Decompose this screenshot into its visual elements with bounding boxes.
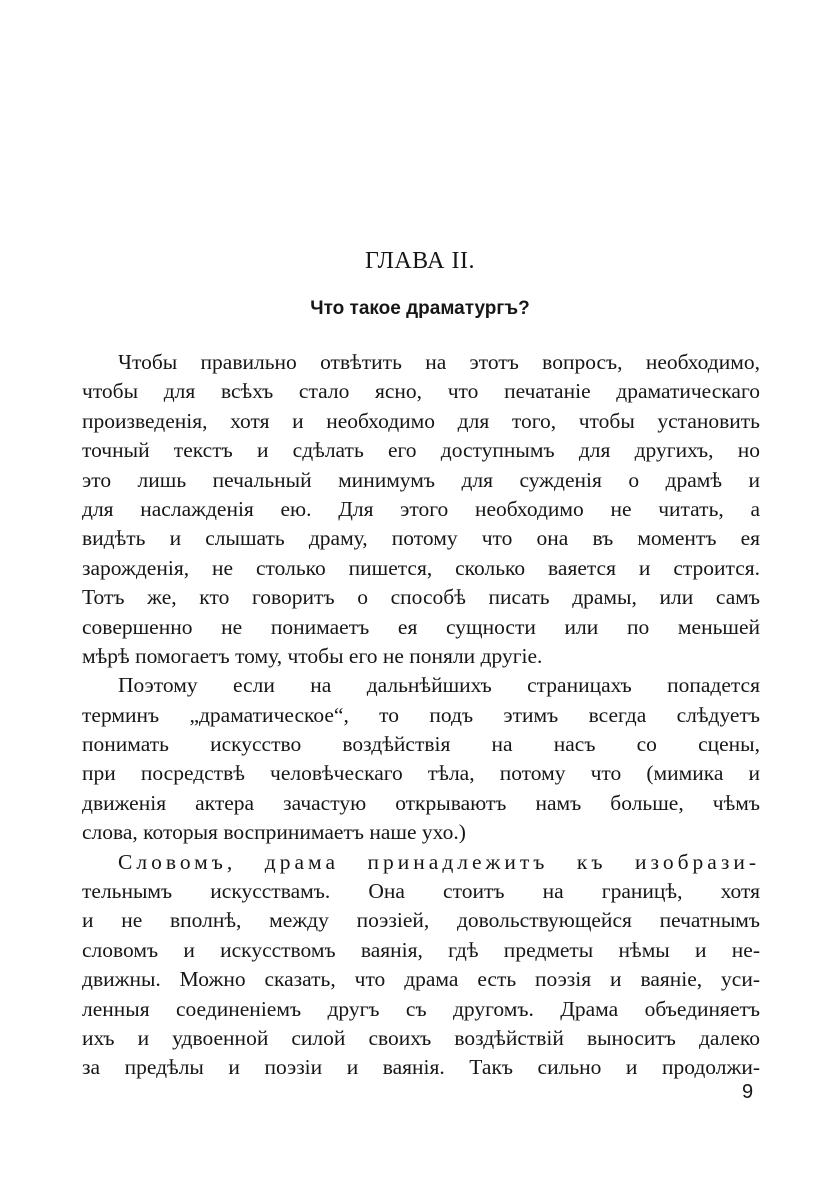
text-line: чтобы для всѣхъ стало ясно, что печатаніе драматическаго xyxy=(82,379,760,404)
body-text xyxy=(82,348,760,1083)
text-line: для наслажденія ею. Для этого необходимо не читать, а xyxy=(82,496,760,521)
text-line: мѣрѣ помогаетъ тому, чтобы его не поняли другіе. xyxy=(82,643,543,668)
text-line: видѣть и слышать драму, потому что она въ моментъ ея xyxy=(82,526,760,551)
text-line: за предѣлы и поэзіи и ваянія. Такъ сильно и продолжи- xyxy=(82,1055,760,1080)
text-line: движны. Можно сказать, что драма есть поэзія и ваяніе, уси- xyxy=(82,967,760,992)
text-line: при посредствѣ человѣческаго тѣла, потому что (мимика и xyxy=(82,761,760,786)
text-line: Чтобы правильно отвѣтить на этотъ вопросъ, необходимо, xyxy=(118,350,760,374)
section-title: Что такое драматургъ? xyxy=(310,298,530,319)
text-line: это лишь печальный минимумъ для сужденія о драмѣ и xyxy=(82,467,760,492)
text-line: движенія актера зачастую открываютъ намъ больше, чѣмъ xyxy=(82,790,760,815)
text-line: зарожденія, не столько пишется, сколько ваяется и строится. xyxy=(82,555,760,580)
chapter-title: ГЛАВА II. xyxy=(365,248,475,274)
text-line: понимать искусство воздѣйствія на насъ со сцены, xyxy=(82,732,760,757)
text-line: Поэтому если на дальнѣйшихъ страницахъ попадется xyxy=(118,673,760,698)
page-number: 9 xyxy=(742,1081,754,1103)
text-line: словомъ и искусствомъ ваянія, гдѣ предметы нѣмы и не- xyxy=(82,937,760,962)
text-line: совершенно не понимаетъ ея сущности или по меньшей xyxy=(82,614,760,639)
text-line: точный текстъ и сдѣлать его доступнымъ для другихъ, но xyxy=(82,438,760,463)
text-line: слова, которыя воспринимаетъ наше ухо.) xyxy=(82,820,466,845)
text-line: и не вполнѣ, между поэзіей, довольствующейся печатнымъ xyxy=(82,908,760,933)
text-line: ленныя соединеніемъ другъ съ другомъ. Драма объединяетъ xyxy=(82,996,760,1021)
text-line: терминъ „драматическое“, то подъ этимъ всегда слѣдуетъ xyxy=(82,702,760,727)
text-line: произведенія, хотя и необходимо для того, чтобы установить xyxy=(82,408,760,433)
text-line: Словомъ, драма принадлежитъ къ изобрази- xyxy=(118,849,760,874)
text-line: ихъ и удвоенной силой своихъ воздѣйствій выноситъ далеко xyxy=(82,1025,760,1050)
text-line: тельнымъ искусствамъ. Она стоитъ на границѣ, хотя xyxy=(82,879,760,904)
text-line: Тотъ же, кто говоритъ о способѣ писать драмы, или самъ xyxy=(82,585,760,610)
